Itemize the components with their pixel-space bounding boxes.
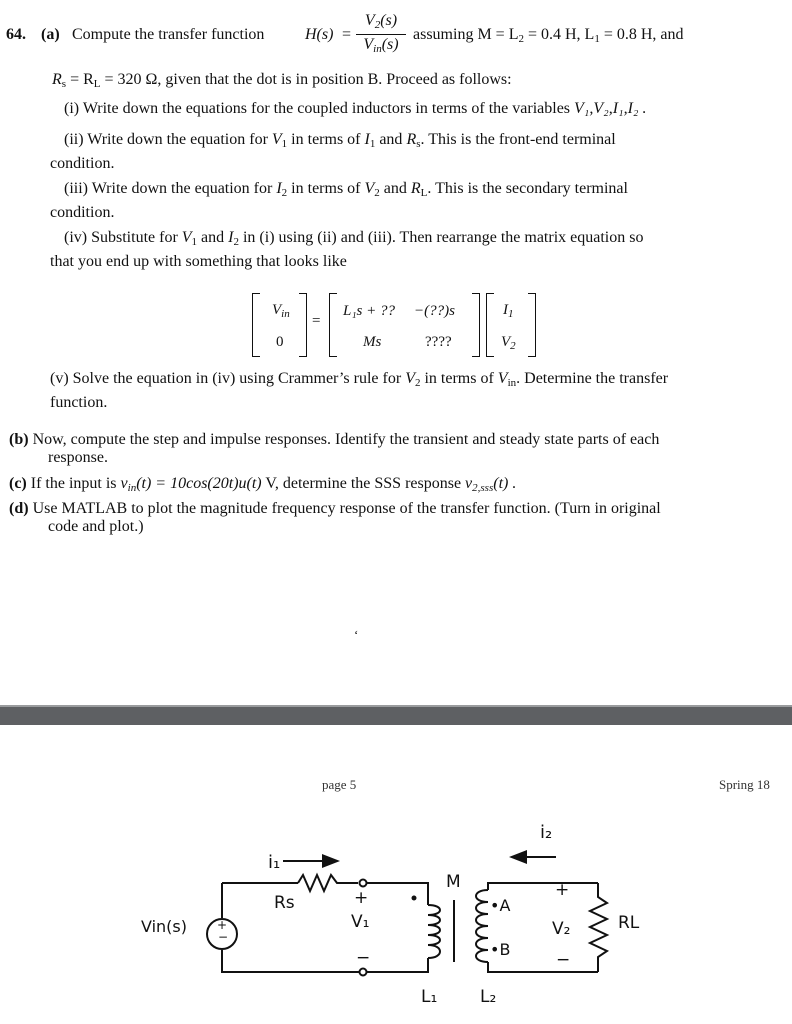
part-a-label: (a) — [41, 26, 60, 43]
matrix-equals: = — [312, 313, 321, 329]
l1-label: L₁ — [421, 987, 438, 1007]
wire — [222, 950, 363, 972]
matrix-x2: $V_2$ — [501, 334, 516, 352]
equals-sign: = — [342, 26, 352, 43]
matrix-a11: L₁s + ?? — [343, 303, 396, 319]
part-a-text: Compute the transfer function — [72, 26, 265, 43]
step-i: (i) Write down the equations for the coupled inductors in terms of the variables V₁,V₂,I₁,I₂ . — [64, 100, 647, 117]
stray-mark: ʻ — [354, 627, 359, 642]
l2-inductor — [476, 890, 488, 962]
source-plus: + — [217, 918, 228, 932]
i2-label: i₂ — [540, 822, 553, 843]
matrix-lhs-2: 0 — [276, 334, 284, 350]
part-d-cont: code and plot.) — [48, 518, 144, 535]
part-a-assumptions: assuming $M = L_2 = 0.4$ H, $L_1 = 0.8$ H, and — [413, 26, 684, 45]
step-v: (v) Solve the equation in (iv) using Crammer’s rule for $V_2$ in terms of $V_{in}$. Determine the transfer — [50, 370, 669, 389]
v2-plus: + — [555, 880, 570, 900]
v2-minus: − — [556, 950, 571, 970]
v2-label: V₂ — [552, 919, 571, 939]
dot-a-label: •A — [490, 896, 511, 915]
i1-label: i₁ — [268, 852, 281, 873]
v1-plus: + — [354, 888, 369, 908]
matrix-x1: $I_1$ — [503, 302, 514, 320]
transfer-fn-symbol: H(s) — [305, 26, 334, 43]
v1-label: V₁ — [351, 912, 370, 932]
i2-arrow-icon — [509, 850, 527, 864]
wire — [488, 883, 598, 890]
part-b-cont: response. — [48, 449, 108, 466]
step-iii-cont: condition. — [50, 204, 115, 221]
source-minus: − — [218, 930, 229, 944]
rl-resistor — [590, 883, 607, 972]
step-ii-cont: condition. — [50, 155, 115, 172]
step-ii: (ii) Write down the equation for $V_1$ in terms of $I_1$ and $R_s$. This is the front-end terminal — [64, 131, 616, 150]
l2-label: L₂ — [480, 987, 497, 1007]
rs-label: Rs — [274, 893, 295, 913]
rs-resistor — [298, 875, 358, 891]
footer-term: Spring 18 — [719, 777, 770, 792]
fraction-numerator: $V_2(s)$ — [364, 12, 398, 31]
terminal — [360, 880, 367, 887]
part-d: (d) Use MATLAB to plot the magnitude frequency response of the transfer function. (Turn in original — [9, 500, 661, 517]
footer-page: page 5 — [322, 777, 357, 792]
step-iii: (iii) Write down the equation for $I_2$ in terms of $V_2$ and $R_L$. This is the secondary terminal — [64, 180, 628, 199]
step-v-cont: function. — [50, 394, 108, 411]
resistor-values-line: $R_s = R_L = 320$ Ω, given that the dot is in position B. Proceed as follows: — [52, 71, 512, 90]
terminal — [360, 969, 367, 976]
matrix-a21: Ms — [363, 334, 382, 350]
problem-number: 64. — [6, 26, 26, 43]
m-label: M — [446, 872, 461, 892]
rl-label: RL — [618, 913, 640, 933]
matrix-a22: ???? — [425, 334, 452, 350]
dot-b-label: •B — [490, 940, 511, 959]
i1-arrow-icon — [322, 854, 340, 868]
v1-minus: − — [356, 948, 371, 968]
step-iv-cont: that you end up with something that looks like — [50, 253, 347, 270]
l1-inductor — [428, 905, 440, 958]
step-iv: (iv) Substitute for $V_1$ and $I_2$ in (i) using (ii) and (iii). Then rearrange the matrix equation so — [64, 229, 644, 248]
fraction-denominator: $V_{in}(s)$ — [363, 36, 399, 55]
wire — [488, 962, 598, 972]
matrix-a12: −(??)s — [414, 303, 455, 319]
part-c: (c) If the input is $v_{in}(t) = 10\cos(20t)u(t)$ V, determine the SSS response $v_{2,sss}(t)$ . — [9, 475, 517, 494]
wire — [367, 883, 428, 905]
dot-marker — [412, 896, 417, 901]
vin-label: Vin(s) — [141, 917, 187, 936]
part-b: (b) Now, compute the step and impulse responses. Identify the transient and steady state parts of each — [9, 431, 660, 448]
wire — [367, 958, 428, 972]
matrix-lhs-1: $V_{in}$ — [272, 302, 290, 320]
